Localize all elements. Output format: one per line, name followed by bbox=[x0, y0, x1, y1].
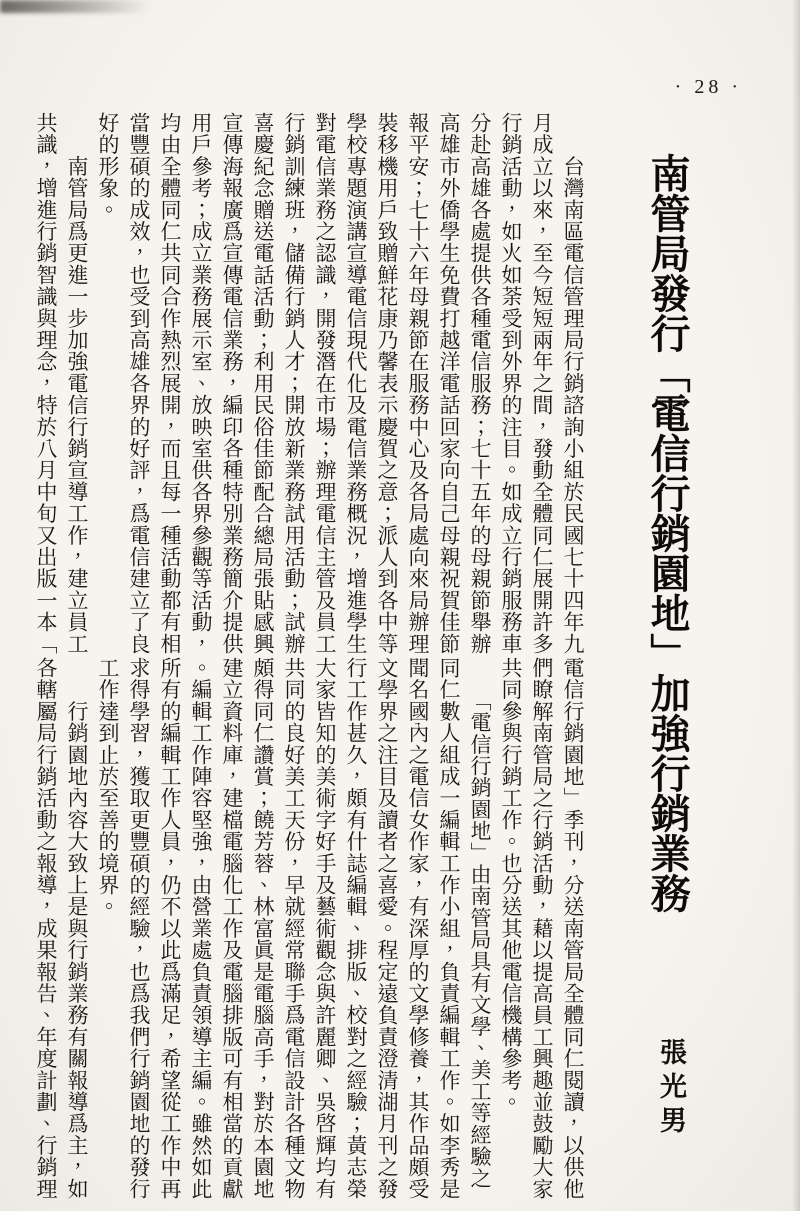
text-column: 「電信行銷園地」由南管局具有文學、美工等經驗之 bbox=[468, 657, 492, 1189]
text-column: 文學界之注目及讀者之喜愛。程定遠負責澄清湖月刊之發 bbox=[375, 657, 399, 1200]
text-column: 同仁數人組成一編輯工作小組，負責編輯工作。如李秀是 bbox=[437, 657, 461, 1200]
text-column: 報平安；七十六年母親節在服務中心及各局處向來局辦理 bbox=[406, 112, 430, 655]
text-column: 。編輯工作陣容堅強，由營業處負責領導主編。雖然如此 bbox=[189, 657, 213, 1200]
article-author: 張光男 bbox=[656, 1038, 686, 1140]
text-column: 共識，增進行銷智識與理念，特於八月中旬又出版一本「 bbox=[34, 112, 58, 655]
text-column: 宣傳海報廣爲宣傳電信業務，編印各種特別業務簡介提供 bbox=[220, 112, 244, 655]
text-column: 均由全體同仁共同合作熱烈展開，而且每一種活動都有相 bbox=[158, 112, 182, 655]
text-column: 分赴高雄各處提供各種電信服務；七十五年的母親節舉辦 bbox=[468, 112, 492, 655]
text-column: 頗得同仁讚賞；饒芳蓉、林富眞是電腦高手，對於本園地 bbox=[251, 657, 275, 1200]
text-column: 南管局爲更進一步加強電信行銷宣導工作，建立員工 bbox=[65, 112, 89, 655]
text-column: 高雄市外僑學生免費打越洋電話回家向自己母親祝賀佳節 bbox=[437, 112, 461, 655]
text-column: 建立資料庫，建檔電腦化工作及電腦排版可有相當的貢獻 bbox=[220, 657, 244, 1200]
bottom-text-block bbox=[30, 657, 588, 1205]
article-title: 南管局發行「電信行銷園地」加強行銷業務 bbox=[645, 153, 690, 913]
text-column: 電信行銷園地」季刊，分送南管局全體同仁閱讀，以供他 bbox=[561, 657, 585, 1200]
text-column: 月成立以來，至今短短兩年之間，發動全體同仁展開許多 bbox=[530, 112, 554, 655]
text-column: 裝移機用戶致贈鮮花康乃馨表示慶賀之意；派人到各中等 bbox=[375, 112, 399, 655]
text-column: 共同的良好美工天份，早就經常聯手爲電信設計各種文物 bbox=[282, 657, 306, 1200]
scan-smudge-artifact bbox=[0, 0, 150, 13]
text-column: 求得學習，獲取更豐碩的經驗，也爲我們行銷園地的發行 bbox=[127, 657, 151, 1200]
text-column: 對電信業務之認識，開發潛在市場；辦理電信主管及員工 bbox=[313, 112, 337, 655]
text-column: 所有的編輯工作人員，仍不以此爲滿足，希望從工作中再 bbox=[158, 657, 182, 1200]
text-column: 用戶參考；成立業務展示室、放映室供各界參觀等活動， bbox=[189, 112, 213, 655]
text-column: 行銷活動，如火如荼受到外界的注目。如成立行銷服務車 bbox=[499, 112, 523, 655]
text-column: 各轄屬局行銷活動之報導，成果報告、年度計劃、行銷理 bbox=[34, 657, 58, 1200]
text-column: 台灣南區電信管理局行銷諮詢小組於民國七十四年九 bbox=[561, 112, 585, 655]
text-column: 們瞭解南管局之行銷活動，藉以提高員工興趣並鼓勵大家 bbox=[530, 657, 554, 1200]
top-text-block bbox=[30, 112, 588, 660]
scan-edge-shadow bbox=[792, 0, 800, 1211]
page-number: · 28 · bbox=[674, 76, 742, 98]
text-column: 喜慶紀念贈送電話活動；利用民俗佳節配合總局張貼感興 bbox=[251, 112, 275, 655]
text-column: 工作達到止於至善的境界。 bbox=[96, 657, 120, 918]
text-column: 共同參與行銷工作。也分送其他電信機構參考。 bbox=[499, 657, 523, 1113]
text-column: 行銷園地內容大致上是與行銷業務有關報導爲主，如 bbox=[65, 657, 89, 1200]
text-column: 行工作甚久，頗有什誌編輯、排版、校對之經驗；黃志榮 bbox=[344, 657, 368, 1200]
text-column: 行銷訓練班，儲備行銷人才；開放新業務試用活動；試辦 bbox=[282, 112, 306, 655]
text-column: 好的形象。 bbox=[96, 112, 120, 221]
text-column: 聞名國內之電信女作家，有深厚的文學修養，其作品頗受 bbox=[406, 657, 430, 1200]
text-column: 當豐碩的成效，也受到高雄各界的好評，爲電信建立了良 bbox=[127, 112, 151, 655]
text-column: 學校專題演講宣導電信現代化及電信業務概況，增進學生 bbox=[344, 112, 368, 655]
text-column: 大家皆知的美術字好手及藝術觀念與許麗卿、吳啓輝均有 bbox=[313, 657, 337, 1200]
